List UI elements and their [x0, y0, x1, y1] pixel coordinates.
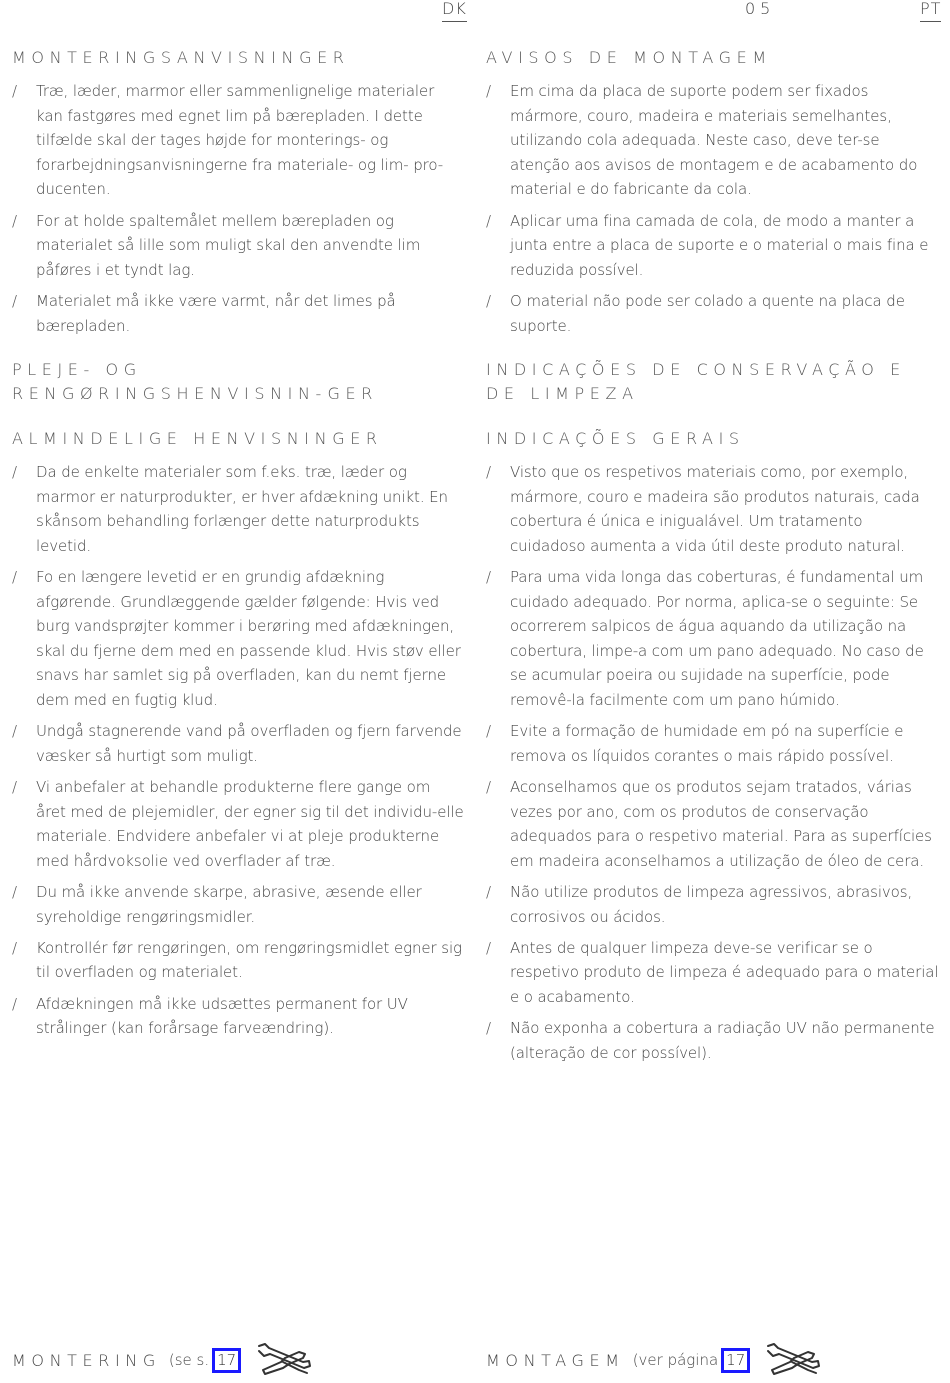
pt-mounting-heading: AVISOS DE MONTAGEM — [486, 48, 772, 67]
pt-footer-ref: (ver página — [632, 1351, 719, 1369]
list-item: / Kontrollér før rengøringen, om rengøringsmidlet egner sig til overfladen og materialet. — [12, 936, 464, 985]
dk-care-heading: PLEJE- OG RENGØRINGSHENVISNIN-GER — [12, 360, 378, 404]
pt-column — [486, 46, 942, 1072]
bullet-slash: / — [486, 883, 491, 901]
bullet-slash: / — [486, 82, 491, 100]
bullet-slash: / — [12, 722, 17, 741]
dk-general-heading: ALMINDELIGE HENVISNINGER — [12, 429, 383, 449]
list-item: / Fo en længere levetid er en grundig afdækning afgørende. Grundlæggende gælder følgende: Hvis ved burg vandsprøjter kommer i berøring med afdækningen, skal du fjerne dem med en passende klud. Hvis støv eller snavs har samlet sig på overfladen, kan du nemt fjerne dem med en fugtig klud. — [12, 565, 464, 713]
list-item: / Afdækningen må ikke udsættes permanent for UV strålinger (kan forårsage farveændring). — [12, 992, 464, 1041]
dk-column — [12, 46, 464, 1047]
pt-page-link[interactable]: 17 — [721, 1348, 750, 1373]
dk-page-link[interactable]: 17 — [212, 1348, 241, 1373]
bullet-slash: / — [486, 1019, 491, 1038]
bullet-slash: / — [486, 722, 491, 741]
dk-general-list — [12, 460, 464, 1041]
tools-icon — [764, 1340, 822, 1380]
pt-footer-title: MONTAGEM — [486, 1350, 625, 1370]
dk-footer — [12, 1340, 313, 1380]
bullet-slash: / — [486, 938, 491, 957]
page-number: 05 — [745, 0, 776, 18]
list-item: / Em cima da placa de suporte podem ser fixados mármore, couro, madeira e materiais semelhantes, utilizando cola adequada. Neste caso, deve ter-se atenção aos avisos de montagem e de acabamento do material e do fabricante da cola. — [486, 79, 942, 202]
dk-mounting-list — [12, 79, 464, 338]
bullet-slash: / — [12, 778, 17, 797]
list-item: / O material não pode ser colado a quente na placa de suporte. — [486, 289, 942, 338]
pt-footer — [486, 1340, 822, 1380]
tools-icon — [255, 1340, 313, 1380]
list-item: / Undgå stagnerende vand på overfladen og fjern farvende væsker så hurtigt som muligt. — [12, 719, 464, 768]
bullet-slash: / — [486, 211, 491, 230]
list-item: / Træ, læder, marmor eller sammenlignelige materialer kan fastgøres med egnet lim på bærepladen. I dette tilfælde skal der tages højde for monterings- og forarbejdningsanvisningerne fra materiale- og lim- pro-ducenten. — [12, 79, 464, 202]
list-item: / Antes de qualquer limpeza deve-se verificar se o respetivo produto de limpeza é adequado para o material e o acabamento. — [486, 936, 942, 1010]
pt-general-heading: INDICAÇÕES GERAIS — [486, 429, 745, 449]
list-item: / Não exponha a cobertura a radiação UV não permanente (alteração de cor possível). — [486, 1016, 942, 1065]
pt-care-heading: INDICAÇÕES DE CONSERVAÇÃO E DE LIMPEZA — [486, 360, 906, 404]
bullet-slash: / — [12, 463, 17, 482]
bullet-slash: / — [12, 568, 17, 587]
bullet-slash: / — [486, 463, 491, 482]
list-item: / Materialet må ikke være varmt, når det limes på bærepladen. — [12, 289, 464, 338]
bullet-slash: / — [12, 938, 17, 957]
language-code-dk: DK — [442, 0, 467, 22]
bullet-slash: / — [12, 211, 17, 230]
list-item: / Vi anbefaler at behandle produkterne flere gange om året med de plejemidler, der egner sig til det individu-elle materiale. Endvidere anbefaler vi at pleje produkterne med hårdvoksolie ved overflader af træ. — [12, 775, 464, 873]
language-code-pt: PT — [920, 0, 941, 22]
pt-general-list — [486, 460, 942, 1065]
list-item: / Evite a formação de humidade em pó na superfície e remova os líquidos corantes o mais rápido possível. — [486, 719, 942, 768]
bullet-slash: / — [12, 82, 17, 100]
list-item: / Visto que os respetivos materiais como, por exemplo, mármore, couro e madeira são produtos naturais, cada cobertura é única e inigualável. Um tratamento cuidadoso aumenta a vida útil deste produto natural. — [486, 460, 942, 558]
list-item: / Aplicar uma fina camada de cola, de modo a manter a junta entre a placa de suporte e o material o mais fina e reduzida possível. — [486, 209, 942, 283]
list-item: / Da de enkelte materialer som f.eks. træ, læder og marmor er naturprodukter, er hver afdækning unikt. En skånsom behandling forlænger dette naturprodukts levetid. — [12, 460, 464, 558]
bullet-slash: / — [12, 291, 17, 310]
dk-mounting-heading: MONTERINGSANVISNINGER — [12, 48, 350, 67]
bullet-slash: / — [12, 883, 17, 901]
list-item: / Não utilize produtos de limpeza agressivos, abrasivos, corrosivos ou ácidos. — [486, 880, 942, 929]
list-item: / Du må ikke anvende skarpe, abrasive, æsende eller syreholdige rengøringsmidler. — [12, 880, 464, 929]
list-item: / For at holde spaltemålet mellem bærepladen og materialet så lille som muligt skal den anvendte lim påføres i et tyndt lag. — [12, 209, 464, 283]
list-item: / Para uma vida longa das coberturas, é fundamental um cuidado adequado. Por norma, aplica-se o seguinte: Se ocorrerem salpicos de água aquando da utilização na cobertura, limpe-a com um pano adequado. No caso de se acumular poeira ou sujidade na superfície, pode removê-la facilmente com um pano húmido. — [486, 565, 942, 713]
dk-footer-ref: (se s. — [168, 1351, 210, 1369]
bullet-slash: / — [486, 568, 491, 587]
bullet-slash: / — [486, 778, 491, 797]
list-item: / Aconselhamos que os produtos sejam tratados, várias vezes por ano, com os produtos de conservação adequados para o respetivo material. Para as superfícies em madeira aconselhamos a utilização de óleo de cera. — [486, 775, 942, 873]
pt-mounting-list — [486, 79, 942, 338]
bullet-slash: / — [486, 291, 491, 310]
dk-footer-title: MONTERING — [12, 1350, 161, 1370]
bullet-slash: / — [12, 994, 17, 1013]
